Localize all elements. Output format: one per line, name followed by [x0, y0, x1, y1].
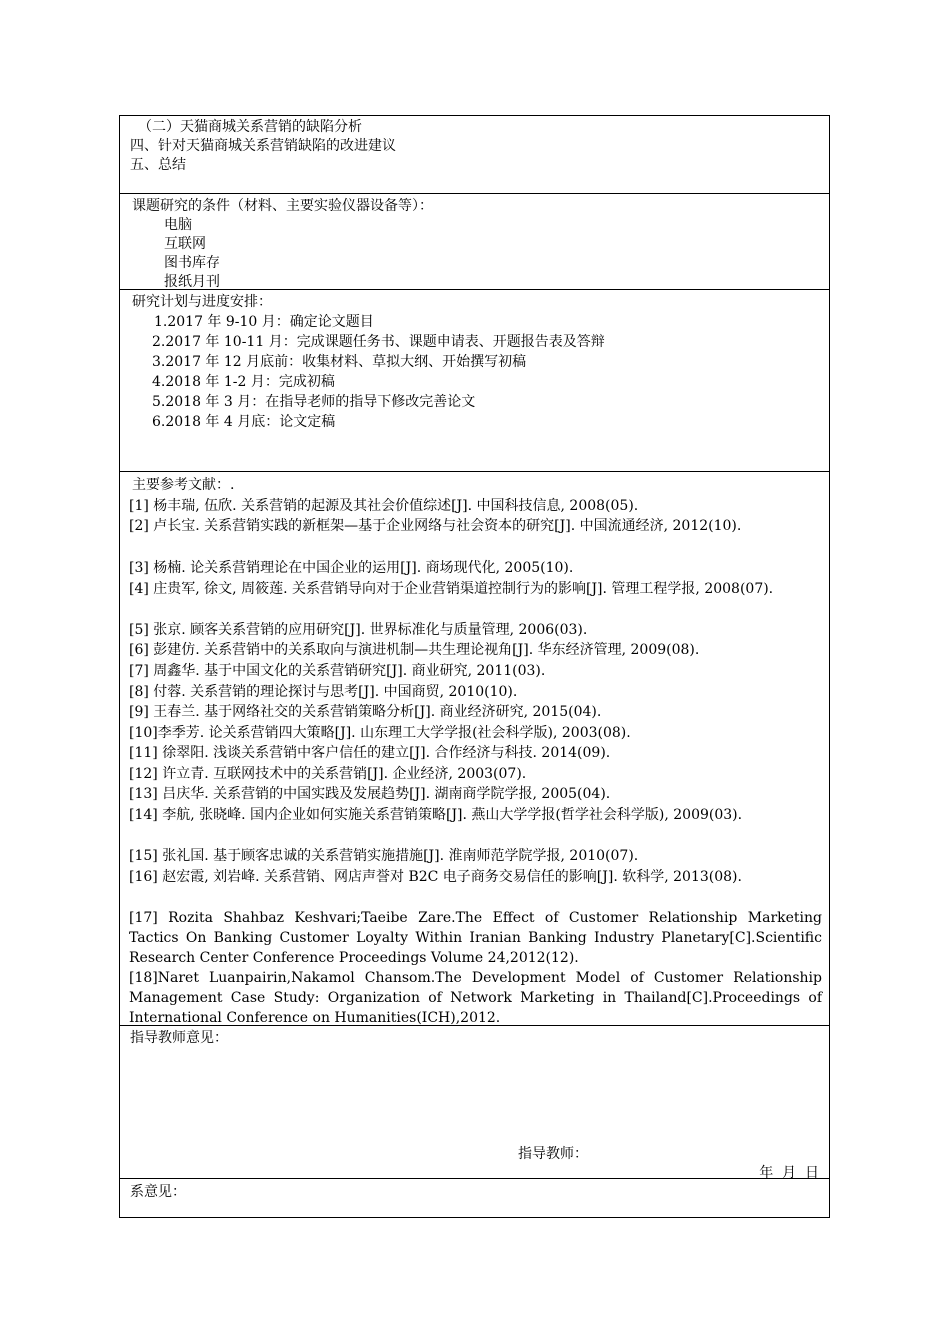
reference-item: [3] 杨楠. 论关系营销理论在中国企业的运用[J]. 商场现代化, 2005(10). [129, 560, 574, 576]
reference-item: [8] 付蓉. 关系营销的理论探讨与思考[J]. 中国商贸, 2010(10). [129, 684, 518, 700]
references-cell [120, 472, 829, 1026]
conditions-item: 互联网 [164, 236, 206, 252]
conditions-item: 电脑 [164, 217, 192, 233]
schedule-heading: 研究计划与进度安排： [132, 294, 272, 310]
reference-item: [11] 徐翠阳. 浅谈关系营销中客户信任的建立[J]. 合作经济与科技. 2014(09). [129, 745, 611, 761]
outline-cell [120, 116, 829, 194]
reference-item: [7] 周鑫华. 基于中国文化的关系营销研究[J]. 商业研究, 2011(03). [129, 663, 546, 679]
reference-item: [18]Naret Luanpairin,Nakamol Chansom.The Development Model of Customer Relationship Management Case Study: Organization of Network Marketing in Thailand[C].Proceedings of International Conference on Humanities(ICH),2012. [129, 970, 822, 1026]
reference-item: [12] 许立青. 互联网技术中的关系营销[J]. 企业经济, 2003(07). [129, 766, 527, 782]
department-opinion-cell [120, 1179, 829, 1219]
conditions-heading: 课题研究的条件（材料、主要实验仪器设备等）： [132, 198, 433, 214]
reference-item: [16] 赵宏霞, 刘岩峰. 关系营销、网店声誉对 B2C 电子商务交易信任的影响[J]. 软科学, 2013(08). [129, 869, 742, 885]
advisor-signature-label: 指导教师： [518, 1146, 588, 1162]
outline-item: 五、总结 [130, 157, 186, 173]
advisor-opinion-cell [120, 1026, 829, 1179]
outline-item: （二）天猫商城关系营销的缺陷分析 [138, 119, 362, 135]
reference-item: [17] Rozita Shahbaz Keshvari;Taeibe Zare.The Effect of Customer Relationship Marketing Tactics On Banking Customer Loyalty Within Iranian Banking Industry Planetary[C].Scientific Research Center Conference Proceedings Volume 24,2012(12). [129, 910, 822, 966]
conditions-item: 图书库存 [164, 255, 220, 271]
reference-item: [10]李季芳. 论关系营销四大策略[J]. 山东理工大学学报(社会科学版), 2003(08). [129, 725, 631, 741]
schedule-item: 2.2017 年 10-11 月：完成课题任务书、课题申请表、开题报告表及答辩 [152, 334, 605, 350]
schedule-item: 4.2018 年 1-2 月：完成初稿 [152, 374, 335, 390]
schedule-item: 1.2017 年 9-10 月：确定论文题目 [154, 314, 374, 330]
reference-item: [6] 彭建仿. 关系营销中的关系取向与演进机制—共生理论视角[J]. 华东经济管理, 2009(08). [129, 642, 700, 658]
conditions-cell [120, 194, 829, 290]
schedule-item: 6.2018 年 4 月底：论文定稿 [152, 414, 336, 430]
proposal-form-table [119, 115, 830, 1218]
reference-item: [9] 王春兰. 基于网络社交的关系营销策略分析[J]. 商业经济研究, 2015(04). [129, 704, 602, 720]
reference-item: [13] 吕庆华. 关系营销的中国实践及发展趋势[J]. 湖南商学院学报, 2005(04). [129, 786, 611, 802]
schedule-item: 3.2017 年 12 月底前：收集材料、草拟大纲、开始撰写初稿 [152, 354, 527, 370]
schedule-cell [120, 290, 829, 472]
advisor-heading: 指导教师意见： [130, 1030, 228, 1046]
schedule-item: 5.2018 年 3 月：在指导老师的指导下修改完善论文 [152, 394, 476, 410]
reference-item: [15] 张礼国. 基于顾客忠诚的关系营销实施措施[J]. 淮南师范学院学报, 2010(07). [129, 848, 639, 864]
conditions-item: 报纸月刊 [164, 274, 220, 290]
department-heading: 系意见： [130, 1184, 186, 1200]
outline-item: 四、针对天猫商城关系营销缺陷的改进建议 [130, 138, 396, 154]
advisor-date-label: 年 月 日 [759, 1165, 819, 1181]
reference-item: [14] 李航, 张晓峰. 国内企业如何实施关系营销策略[J]. 燕山大学学报(哲学社会科学版), 2009(03). [129, 807, 743, 823]
reference-item: [5] 张京. 顾客关系营销的应用研究[J]. 世界标准化与质量管理, 2006(03). [129, 622, 588, 638]
reference-item: [4] 庄贵军, 徐文, 周筱莲. 关系营销导向对于企业营销渠道控制行为的影响[J]. 管理工程学报, 2008(07). [129, 581, 774, 597]
references-heading: 主要参考文献：. [132, 477, 235, 493]
reference-item: [1] 杨丰瑞, 伍欣. 关系营销的起源及其社会价值综述[J]. 中国科技信息, 2008(05). [129, 498, 639, 514]
reference-item: [2] 卢长宝. 关系营销实践的新框架—基于企业网络与社会资本的研究[J]. 中国流通经济, 2012(10). [129, 518, 742, 534]
